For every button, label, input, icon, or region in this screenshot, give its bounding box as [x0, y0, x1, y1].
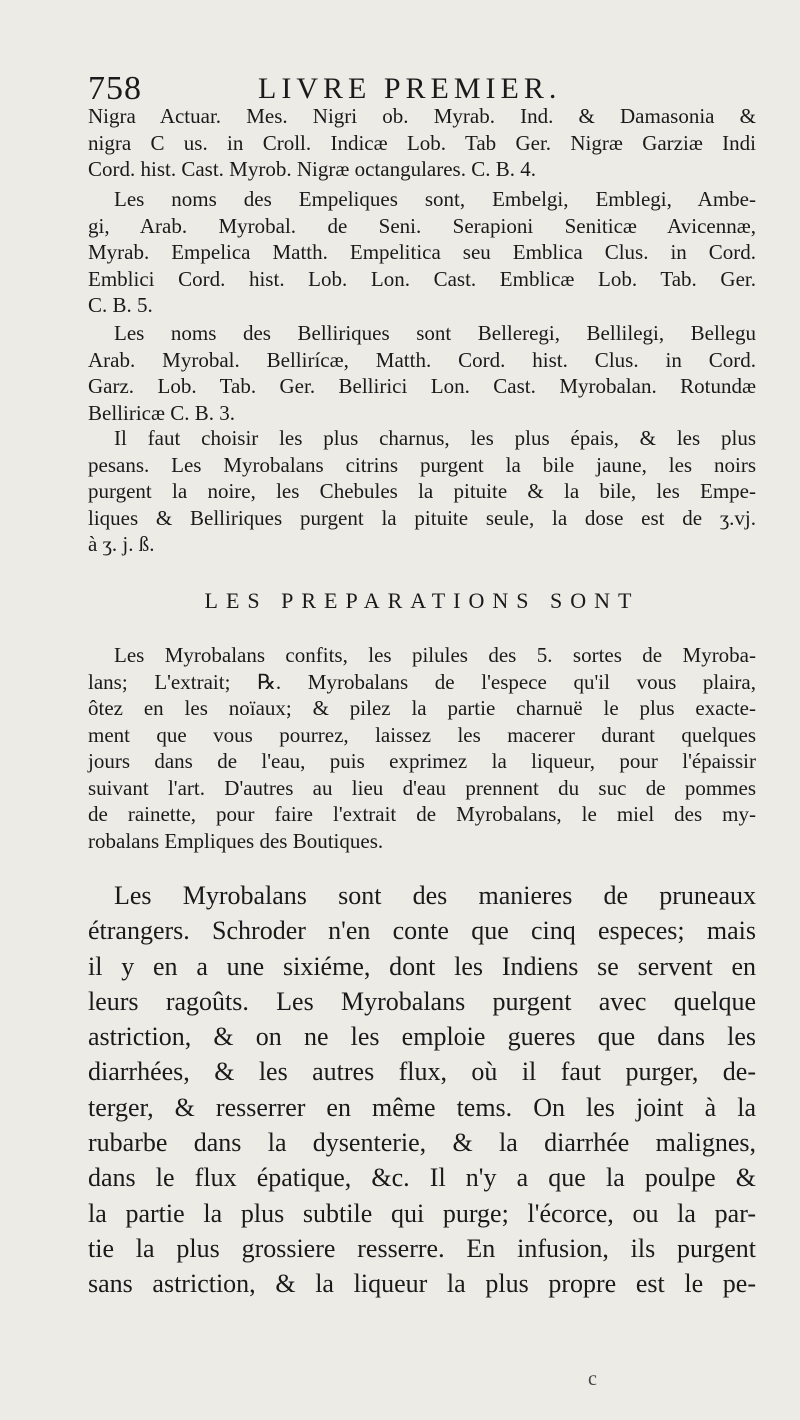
text-line: dans le flux épatique, &c. Il n'y a que la poulpe &: [88, 1163, 756, 1193]
signature-mark: c: [588, 1368, 597, 1390]
text-line: sans astriction, & la liqueur la plus propre est le pe-: [88, 1269, 756, 1299]
text-line: Belliricæ C. B. 3.: [88, 400, 235, 425]
text-line: liques & Belliriques purgent la pituite seule, la dose est de ʒ.vj.: [88, 505, 756, 530]
text-line: leurs ragoûts. Les Myrobalans purgent avec quelque: [88, 986, 756, 1016]
text-line: terger, & resserrer en même tems. On les joint à la: [88, 1092, 756, 1122]
paragraph-choice-and-dose: [88, 425, 756, 558]
text-line: Les noms des Belliriques sont Belleregi, Bellilegi, Bellegu: [114, 321, 756, 345]
text-line: ôtez en les noïaux; & pilez la partie charnuë le plus exacte-: [88, 696, 756, 720]
text-line: de rainette, pour faire l'extrait de Myrobalans, le miel des my-: [88, 802, 756, 826]
text-line: tie la plus grossiere resserre. En infusion, ils purgent: [88, 1233, 756, 1263]
text-line: la partie la plus subtile qui purge; l'écorce, ou la par-: [88, 1198, 756, 1228]
text-line: à ʒ. j. ß.: [88, 532, 155, 556]
text-line: étrangers. Schroder n'en conte que cinq especes; mais: [88, 916, 756, 946]
text-line: rubarbe dans la dysenterie, & la diarrhée malignes,: [88, 1128, 756, 1158]
text-line: Myrab. Empelica Matth. Empelitica seu Emblica Clus. in Cord.: [88, 240, 756, 264]
text-line: gi, Arab. Myrobal. de Seni. Serapioni Seniticæ Avicennæ,: [88, 213, 756, 238]
text-line: Garz. Lob. Tab. Ger. Bellirici Lon. Cast. Myrobalan. Rotundæ: [88, 374, 756, 398]
paragraph-commentary: [88, 878, 756, 1302]
text-line: Les noms des Empeliques sont, Embelgi, Emblegi, Ambe-: [114, 187, 756, 211]
text-line: il y en a une sixiéme, dont les Indiens se servent en: [88, 951, 756, 981]
text-line: diarrhées, & les autres flux, où il faut purger, de-: [88, 1057, 756, 1087]
text-line: lans; L'extrait; ℞. Myrobalans de l'espece qu'il vous plaira,: [88, 669, 756, 694]
paragraph-black-myrobalan-names: [88, 103, 756, 183]
text-line: nigra C us. in Croll. Indicæ Lob. Tab Ger. Nigræ Garziæ Indi: [88, 130, 756, 155]
text-line: Cord. hist. Cast. Myrob. Nigræ octangulares. C. B. 4.: [88, 157, 536, 181]
section-heading: LES PREPARATIONS SONT: [204, 588, 640, 613]
text-line: suivant l'art. D'autres au lieu d'eau prennent du suc de pommes: [88, 775, 756, 800]
text-line: Les Myrobalans sont des manieres de pruneaux: [114, 881, 756, 910]
text-line: robalans Empliques des Boutiques.: [88, 828, 384, 853]
text-line: astriction, & on ne les emploie gueres que dans les: [88, 1022, 756, 1052]
text-line: pesans. Les Myrobalans citrins purgent la bile jaune, les noirs: [88, 452, 756, 477]
running-title: LIVRE PREMIER.: [258, 72, 562, 105]
text-line: Il faut choisir les plus charnus, les plus épais, & les plus: [114, 426, 756, 450]
text-line: Emblici Cord. hist. Lob. Lon. Cast. Emblicæ Lob. Tab. Ger.: [88, 266, 756, 291]
text-line: ment que vous pourrez, laissez les macerer durant quelques: [88, 722, 756, 747]
paragraph-belliriques-names: [88, 320, 756, 426]
paragraph-empeliques-names: [88, 186, 756, 319]
text-line: Arab. Myrobal. Bellirícæ, Matth. Cord. hist. Clus. in Cord.: [88, 347, 756, 372]
text-line: Les Myrobalans confits, les pilules des 5. sortes de Myroba-: [114, 643, 756, 667]
paragraph-preparations: [88, 642, 756, 854]
text-line: purgent la noire, les Chebules la pituite & la bile, les Empe-: [88, 479, 756, 503]
text-line: C. B. 5.: [88, 293, 153, 317]
text-line: Nigra Actuar. Mes. Nigri ob. Myrab. Ind. & Damasonia &: [88, 104, 756, 128]
page-number: 758: [88, 70, 142, 107]
text-line: jours dans de l'eau, puis exprimez la liqueur, pour l'épaissir: [88, 749, 756, 773]
